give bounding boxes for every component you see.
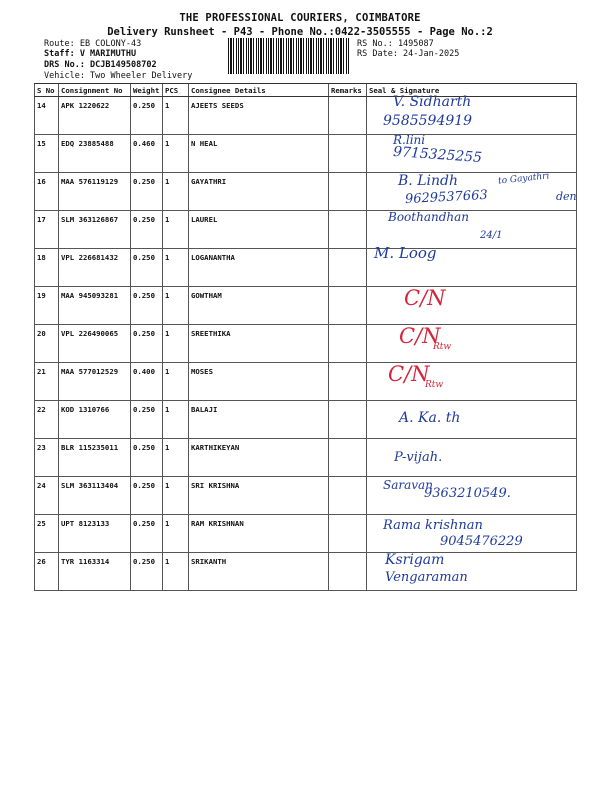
col-signature: Seal & Signature [367,84,577,97]
cell-pcs: 1 [163,553,189,591]
rs-date: RS Date: 24-Jan-2025 [357,49,460,59]
cell-consignee: RAM KRISHNAN [189,515,329,553]
cell-weight: 0.250 [131,287,163,325]
table-row [35,287,577,325]
cell-pcs: 1 [163,477,189,515]
cell-consignment: MAA 576119129 [59,173,131,211]
cell-pcs: 1 [163,135,189,173]
cell-remarks [329,401,367,439]
signature-23: P-vijah. [394,450,443,465]
col-pcs: PCS [163,84,189,97]
cell-weight: 0.250 [131,401,163,439]
signature-14-name: V. Sidharth [393,94,472,110]
cell-sno: 18 [35,249,59,287]
vehicle-text: Vehicle: Two Wheeler Delivery [44,71,193,81]
cell-weight: 0.250 [131,211,163,249]
route-text: Route: EB COLONY-43 [44,39,142,49]
cell-pcs: 1 [163,325,189,363]
signature-17-name: Boothandhan [388,210,469,224]
cell-consignment: KOD 1310766 [59,401,131,439]
cell-remarks [329,211,367,249]
signature-16-phone: 9629537663 [404,187,489,208]
cell-consignee: LOGANANTHA [189,249,329,287]
cell-signature [367,287,577,325]
col-consignment: Consignment No [59,84,131,97]
cell-consignment: TYR 1163314 [59,553,131,591]
runsheet-title: Delivery Runsheet - P43 - Phone No.:0422-3505555 - Page No.:2 [107,26,493,38]
cell-consignee: AJEETS SEEDS [189,97,329,135]
signature-21-rtw: Rtw [425,380,444,390]
cell-consignment: MAA 945093281 [59,287,131,325]
cell-sno: 26 [35,553,59,591]
cell-remarks [329,249,367,287]
cell-consignee: GAYATHRI [189,173,329,211]
table-row [35,325,577,363]
signature-26-name: Ksrigam [385,552,445,568]
cell-weight: 0.250 [131,477,163,515]
cell-consignee: MOSES [189,363,329,401]
cell-consignee: SRI KRISHNA [189,477,329,515]
cell-consignee: GOWTHAM [189,287,329,325]
cell-consignment: SLM 363113404 [59,477,131,515]
signature-16-note: to Gayathri [497,171,550,187]
signature-20-cn: C/N [399,324,441,348]
col-consignee: Consignee Details [189,84,329,97]
cell-weight: 0.250 [131,439,163,477]
cell-pcs: 1 [163,211,189,249]
cell-consignment: SLM 363126867 [59,211,131,249]
cell-consignment: VPL 226490065 [59,325,131,363]
cell-remarks [329,515,367,553]
cell-weight: 0.250 [131,515,163,553]
table-row [35,249,577,287]
cell-sno: 15 [35,135,59,173]
col-weight: Weight [131,84,163,97]
cell-sno: 21 [35,363,59,401]
col-sno: S No [35,84,59,97]
cell-sno: 19 [35,287,59,325]
cell-signature [367,325,577,363]
company-title: THE PROFESSIONAL COURIERS, COIMBATORE [179,12,421,24]
cell-consignee: SRIKANTH [189,553,329,591]
signature-16-extra: den [556,190,577,203]
cell-consignee: BALAJI [189,401,329,439]
cell-weight: 0.400 [131,363,163,401]
cell-sno: 17 [35,211,59,249]
signature-24-phone: 9363210549. [424,486,511,501]
signature-20-rtw: Rtw [433,342,452,352]
cell-remarks [329,477,367,515]
signature-15-phone: 9715325255 [392,143,483,167]
cell-signature [367,401,577,439]
cell-weight: 0.250 [131,249,163,287]
cell-consignment: VPL 226681432 [59,249,131,287]
table-row [35,439,577,477]
cell-sno: 22 [35,401,59,439]
cell-weight: 0.250 [131,325,163,363]
cell-pcs: 1 [163,439,189,477]
signature-18: M. Loog [374,244,437,262]
cell-pcs: 1 [163,515,189,553]
signature-26-text: Vengaraman [385,570,468,585]
signature-21-cn: C/N [388,362,430,386]
col-remarks: Remarks [329,84,367,97]
signature-25-phone: 9045476229 [440,534,523,549]
cell-pcs: 1 [163,401,189,439]
cell-pcs: 1 [163,173,189,211]
cell-weight: 0.250 [131,97,163,135]
signature-15-name: R.lini [393,133,426,147]
cell-sno: 16 [35,173,59,211]
cell-remarks [329,173,367,211]
cell-consignment: APK 1220622 [59,97,131,135]
table-row [35,553,577,591]
cell-remarks [329,363,367,401]
table-row [35,97,577,135]
signature-16-name: B. Lindh [398,173,458,189]
signature-22: A. Ka. th [399,410,461,426]
cell-consignment: EDQ 23885488 [59,135,131,173]
table-row [35,135,577,173]
cell-consignee: KARTHIKEYAN [189,439,329,477]
cell-weight: 0.250 [131,173,163,211]
cell-remarks [329,553,367,591]
cell-sno: 23 [35,439,59,477]
cell-pcs: 1 [163,97,189,135]
cell-weight: 0.250 [131,553,163,591]
signature-17-date: 24/1 [480,230,503,241]
barcode [228,38,350,74]
staff-text: Staff: V MARIMUTHU [44,49,137,59]
table-header-row [35,84,577,97]
cell-consignee: LAUREL [189,211,329,249]
cell-consignment: BLR 115235011 [59,439,131,477]
signature-24-name: Saravan [383,478,433,492]
table-row [35,363,577,401]
signature-25-name: Rama krishnan [383,518,483,533]
cell-remarks [329,135,367,173]
cell-consignment: UPT 8123133 [59,515,131,553]
signature-14-phone: 9585594919 [383,113,473,129]
cell-remarks [329,439,367,477]
rs-number: RS No.: 1495087 [357,39,434,49]
cell-remarks [329,325,367,363]
cell-sno: 20 [35,325,59,363]
cell-remarks [329,287,367,325]
runsheet-table [34,83,577,591]
cell-weight: 0.460 [131,135,163,173]
cell-sno: 14 [35,97,59,135]
drs-number: DRS No.: DCJB149508702 [44,60,157,70]
cell-consignee: N HEAL [189,135,329,173]
cell-consignee: SREETHIKA [189,325,329,363]
cell-sno: 24 [35,477,59,515]
table-row [35,401,577,439]
cell-sno: 25 [35,515,59,553]
cell-pcs: 1 [163,363,189,401]
signature-19-cn: C/N [404,286,446,310]
cell-pcs: 1 [163,287,189,325]
cell-consignment: MAA 577012529 [59,363,131,401]
cell-pcs: 1 [163,249,189,287]
table-row [35,173,577,211]
cell-remarks [329,97,367,135]
